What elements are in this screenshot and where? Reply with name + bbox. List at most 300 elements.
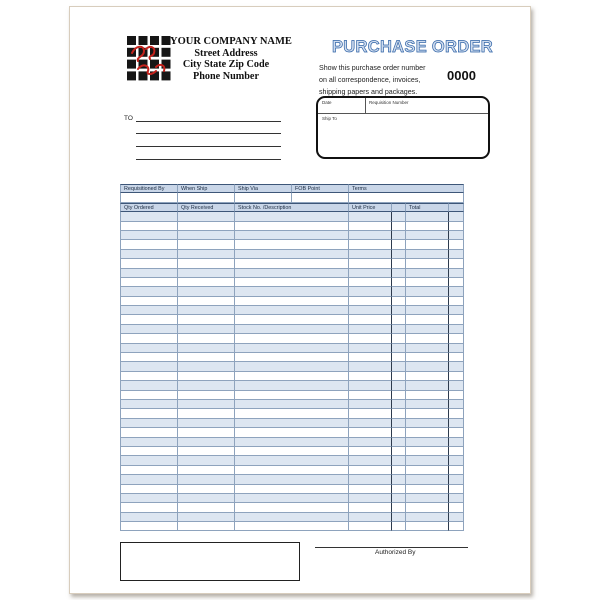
unit-price-cents-cell[interactable] xyxy=(392,503,406,512)
total-cell[interactable] xyxy=(406,522,449,531)
unit-price-cents-cell[interactable] xyxy=(392,259,406,268)
qty-ordered-cell[interactable] xyxy=(120,391,178,400)
to-address-line[interactable] xyxy=(136,121,281,122)
description-cell[interactable] xyxy=(235,297,349,306)
qty-received-cell[interactable] xyxy=(178,419,235,428)
to-address-line[interactable] xyxy=(136,159,281,160)
unit-price-cell[interactable] xyxy=(349,456,392,465)
table-row xyxy=(120,522,464,531)
header-qty-ordered: Qty Ordered xyxy=(120,203,178,212)
description-cell[interactable] xyxy=(235,334,349,343)
terms-cell[interactable] xyxy=(349,193,464,202)
unit-price-cell[interactable] xyxy=(349,494,392,503)
qty-ordered-cell[interactable] xyxy=(120,409,178,418)
qty-received-cell[interactable] xyxy=(178,240,235,249)
total-cell[interactable] xyxy=(406,315,449,324)
description-cell[interactable] xyxy=(235,306,349,315)
qty-ordered-cell[interactable] xyxy=(120,475,178,484)
fob-point-cell[interactable] xyxy=(292,193,349,202)
unit-price-cell[interactable] xyxy=(349,372,392,381)
total-cell[interactable] xyxy=(406,222,449,231)
qty-received-cell[interactable] xyxy=(178,381,235,390)
po-instructions-line: on all correspondence, invoices, xyxy=(319,76,421,84)
unit-price-cents-cell[interactable] xyxy=(392,353,406,362)
total-cell[interactable] xyxy=(406,250,449,259)
unit-price-cell[interactable] xyxy=(349,353,392,362)
unit-price-cell[interactable] xyxy=(349,344,392,353)
unit-price-cents-cell[interactable] xyxy=(392,428,406,437)
table-row xyxy=(120,475,464,484)
qty-ordered-cell[interactable] xyxy=(120,381,178,390)
unit-price-cell[interactable] xyxy=(349,362,392,371)
qty-ordered-cell[interactable] xyxy=(120,466,178,475)
description-cell[interactable] xyxy=(235,222,349,231)
total-cell[interactable] xyxy=(406,391,449,400)
qty-ordered-cell[interactable] xyxy=(120,419,178,428)
total-cell[interactable] xyxy=(406,409,449,418)
unit-price-cents-cell[interactable] xyxy=(392,409,406,418)
table-row xyxy=(120,193,464,202)
total-cents-cell[interactable] xyxy=(449,297,464,306)
total-cents-cell[interactable] xyxy=(449,259,464,268)
table-row xyxy=(120,400,464,409)
qty-received-cell[interactable] xyxy=(178,315,235,324)
total-cents-cell[interactable] xyxy=(449,287,464,296)
description-cell[interactable] xyxy=(235,231,349,240)
table-row xyxy=(120,278,464,287)
unit-price-cents-cell[interactable] xyxy=(392,325,406,334)
total-cell[interactable] xyxy=(406,334,449,343)
unit-price-cell[interactable] xyxy=(349,231,392,240)
qty-received-cell[interactable] xyxy=(178,297,235,306)
unit-price-cents-cell[interactable] xyxy=(392,466,406,475)
unit-price-cell[interactable] xyxy=(349,419,392,428)
total-cell[interactable] xyxy=(406,372,449,381)
total-cell[interactable] xyxy=(406,466,449,475)
description-cell[interactable] xyxy=(235,391,349,400)
description-cell[interactable] xyxy=(235,513,349,522)
description-cell[interactable] xyxy=(235,428,349,437)
description-cell[interactable] xyxy=(235,287,349,296)
qty-ordered-cell[interactable] xyxy=(120,428,178,437)
qty-received-cell[interactable] xyxy=(178,503,235,512)
header-terms: Terms xyxy=(349,184,464,193)
qty-ordered-cell[interactable] xyxy=(120,503,178,512)
table-row xyxy=(120,513,464,522)
table-row xyxy=(120,353,464,362)
description-cell[interactable] xyxy=(235,362,349,371)
description-cell[interactable] xyxy=(235,494,349,503)
qty-received-cell[interactable] xyxy=(178,250,235,259)
to-label: TO xyxy=(124,115,133,122)
unit-price-cents-cell[interactable] xyxy=(392,297,406,306)
unit-price-cell[interactable] xyxy=(349,334,392,343)
qty-ordered-cell[interactable] xyxy=(120,522,178,531)
total-cents-cell[interactable] xyxy=(449,419,464,428)
unit-price-cell[interactable] xyxy=(349,269,392,278)
description-cell[interactable] xyxy=(235,447,349,456)
ship-box-divider xyxy=(365,98,366,113)
qty-ordered-cell[interactable] xyxy=(120,269,178,278)
header-unit-price: Unit Price xyxy=(349,203,392,212)
total-cents-cell[interactable] xyxy=(449,438,464,447)
total-cell[interactable] xyxy=(406,231,449,240)
total-cents-cell[interactable] xyxy=(449,222,464,231)
unit-price-cell[interactable] xyxy=(349,381,392,390)
qty-received-cell[interactable] xyxy=(178,212,235,221)
unit-price-cell[interactable] xyxy=(349,475,392,484)
qty-ordered-cell[interactable] xyxy=(120,325,178,334)
unit-price-cell[interactable] xyxy=(349,250,392,259)
total-cell[interactable] xyxy=(406,362,449,371)
qty-ordered-cell[interactable] xyxy=(120,222,178,231)
total-cell[interactable] xyxy=(406,447,449,456)
total-cell[interactable] xyxy=(406,428,449,437)
qty-ordered-cell[interactable] xyxy=(120,334,178,343)
total-cents-cell[interactable] xyxy=(449,381,464,390)
qty-ordered-cell[interactable] xyxy=(120,456,178,465)
unit-price-cents-cell[interactable] xyxy=(392,485,406,494)
total-cell[interactable] xyxy=(406,212,449,221)
total-cents-cell[interactable] xyxy=(449,240,464,249)
unit-price-cell[interactable] xyxy=(349,306,392,315)
unit-price-cents-cell[interactable] xyxy=(392,306,406,315)
total-cents-cell[interactable] xyxy=(449,212,464,221)
qty-ordered-cell[interactable] xyxy=(120,372,178,381)
qty-received-cell[interactable] xyxy=(178,353,235,362)
description-cell[interactable] xyxy=(235,259,349,268)
qty-received-cell[interactable] xyxy=(178,400,235,409)
table-row xyxy=(120,287,464,296)
total-cell[interactable] xyxy=(406,259,449,268)
unit-price-cell[interactable] xyxy=(349,438,392,447)
line-items xyxy=(120,212,464,531)
company-city-state-zip: City State Zip Code xyxy=(182,59,270,70)
unit-price-cell[interactable] xyxy=(349,428,392,437)
qty-ordered-cell[interactable] xyxy=(120,287,178,296)
unit-price-cents-cell[interactable] xyxy=(392,391,406,400)
qty-received-cell[interactable] xyxy=(178,259,235,268)
qty-received-cell[interactable] xyxy=(178,231,235,240)
to-address-line[interactable] xyxy=(136,133,281,134)
unit-price-cell[interactable] xyxy=(349,297,392,306)
qty-received-cell[interactable] xyxy=(178,485,235,494)
purchase-order-page xyxy=(69,6,531,594)
company-street: Street Address xyxy=(194,47,258,59)
header-unit-price-cents xyxy=(392,203,406,212)
requisitioned-by-cell[interactable] xyxy=(120,193,178,202)
total-cents-cell[interactable] xyxy=(449,409,464,418)
unit-price-cents-cell[interactable] xyxy=(392,250,406,259)
total-cell[interactable] xyxy=(406,269,449,278)
unit-price-cents-cell[interactable] xyxy=(392,438,406,447)
header-fob-point: FOB Point xyxy=(292,184,349,193)
total-cents-cell[interactable] xyxy=(449,306,464,315)
unit-price-cell[interactable] xyxy=(349,513,392,522)
unit-price-cell[interactable] xyxy=(349,278,392,287)
qty-received-cell[interactable] xyxy=(178,428,235,437)
unit-price-cell[interactable] xyxy=(349,466,392,475)
qty-ordered-cell[interactable] xyxy=(120,259,178,268)
table-row xyxy=(120,494,464,503)
total-cell[interactable] xyxy=(406,456,449,465)
unit-price-cents-cell[interactable] xyxy=(392,475,406,484)
qty-received-cell[interactable] xyxy=(178,278,235,287)
qty-received-cell[interactable] xyxy=(178,287,235,296)
unit-price-cents-cell[interactable] xyxy=(392,362,406,371)
logo-square xyxy=(127,36,136,45)
table-row xyxy=(120,419,464,428)
description-cell[interactable] xyxy=(235,419,349,428)
qty-ordered-cell[interactable] xyxy=(120,400,178,409)
table-row xyxy=(120,503,464,512)
header-qty-received: Qty Received xyxy=(178,203,235,212)
total-cents-cell[interactable] xyxy=(449,391,464,400)
qty-ordered-cell[interactable] xyxy=(120,447,178,456)
description-cell[interactable] xyxy=(235,278,349,287)
total-cents-cell[interactable] xyxy=(449,428,464,437)
qty-ordered-cell[interactable] xyxy=(120,485,178,494)
logo-square xyxy=(150,36,159,45)
unit-price-cell[interactable] xyxy=(349,522,392,531)
total-cents-cell[interactable] xyxy=(449,485,464,494)
qty-ordered-cell[interactable] xyxy=(120,513,178,522)
unit-price-cell[interactable] xyxy=(349,447,392,456)
total-cell[interactable] xyxy=(406,278,449,287)
qty-received-cell[interactable] xyxy=(178,409,235,418)
total-cell[interactable] xyxy=(406,419,449,428)
total-cell[interactable] xyxy=(406,400,449,409)
total-cents-cell[interactable] xyxy=(449,344,464,353)
total-cents-cell[interactable] xyxy=(449,456,464,465)
header-when-ship: When Ship xyxy=(178,184,235,193)
notes-box[interactable] xyxy=(120,542,300,581)
ship-info-box xyxy=(316,96,490,159)
table-row xyxy=(120,297,464,306)
unit-price-cents-cell[interactable] xyxy=(392,231,406,240)
unit-price-cents-cell[interactable] xyxy=(392,315,406,324)
qty-received-cell[interactable] xyxy=(178,325,235,334)
unit-price-cents-cell[interactable] xyxy=(392,222,406,231)
total-cell[interactable] xyxy=(406,353,449,362)
qty-received-cell[interactable] xyxy=(178,372,235,381)
unit-price-cents-cell[interactable] xyxy=(392,344,406,353)
unit-price-cell[interactable] xyxy=(349,409,392,418)
unit-price-cell[interactable] xyxy=(349,222,392,231)
table-row xyxy=(120,231,464,240)
qty-received-cell[interactable] xyxy=(178,362,235,371)
total-cents-cell[interactable] xyxy=(449,522,464,531)
qty-received-cell[interactable] xyxy=(178,269,235,278)
po-instructions-line: shipping papers and packages. xyxy=(319,88,418,96)
unit-price-cents-cell[interactable] xyxy=(392,269,406,278)
total-cents-cell[interactable] xyxy=(449,250,464,259)
qty-ordered-cell[interactable] xyxy=(120,297,178,306)
total-cents-cell[interactable] xyxy=(449,353,464,362)
qty-ordered-cell[interactable] xyxy=(120,438,178,447)
description-cell[interactable] xyxy=(235,400,349,409)
unit-price-cents-cell[interactable] xyxy=(392,287,406,296)
description-cell[interactable] xyxy=(235,344,349,353)
description-cell[interactable] xyxy=(235,381,349,390)
qty-received-cell[interactable] xyxy=(178,306,235,315)
qty-ordered-cell[interactable] xyxy=(120,353,178,362)
description-cell[interactable] xyxy=(235,522,349,531)
total-cents-cell[interactable] xyxy=(449,400,464,409)
total-cell[interactable] xyxy=(406,503,449,512)
description-cell[interactable] xyxy=(235,212,349,221)
unit-price-cell[interactable] xyxy=(349,391,392,400)
description-cell[interactable] xyxy=(235,466,349,475)
total-cell[interactable] xyxy=(406,513,449,522)
logo-square xyxy=(127,71,136,80)
total-cents-cell[interactable] xyxy=(449,494,464,503)
qty-received-cell[interactable] xyxy=(178,456,235,465)
unit-price-cell[interactable] xyxy=(349,400,392,409)
authorized-by-label: Authorized By xyxy=(375,549,416,556)
unit-price-cell[interactable] xyxy=(349,259,392,268)
header-requisitioned-by: Requisitioned By xyxy=(120,184,178,193)
description-cell[interactable] xyxy=(235,503,349,512)
qty-ordered-cell[interactable] xyxy=(120,494,178,503)
unit-price-cell[interactable] xyxy=(349,287,392,296)
total-cents-cell[interactable] xyxy=(449,231,464,240)
table-header-row xyxy=(120,203,464,212)
total-cents-cell[interactable] xyxy=(449,325,464,334)
table-row xyxy=(120,344,464,353)
unit-price-cents-cell[interactable] xyxy=(392,381,406,390)
total-cents-cell[interactable] xyxy=(449,503,464,512)
qty-received-cell[interactable] xyxy=(178,494,235,503)
total-cents-cell[interactable] xyxy=(449,475,464,484)
qty-received-cell[interactable] xyxy=(178,344,235,353)
total-cell[interactable] xyxy=(406,438,449,447)
total-cell[interactable] xyxy=(406,297,449,306)
total-cents-cell[interactable] xyxy=(449,362,464,371)
company-name: YOUR COMPANY NAME xyxy=(170,36,292,47)
po-number[interactable]: 0000 xyxy=(447,68,476,83)
ship-via-cell[interactable] xyxy=(235,193,292,202)
qty-received-cell[interactable] xyxy=(178,475,235,484)
qty-ordered-cell[interactable] xyxy=(120,315,178,324)
document-title: PURCHASE ORDER xyxy=(332,38,493,56)
total-cents-cell[interactable] xyxy=(449,269,464,278)
total-cents-cell[interactable] xyxy=(449,466,464,475)
total-cell[interactable] xyxy=(406,306,449,315)
total-cents-cell[interactable] xyxy=(449,315,464,324)
unit-price-cents-cell[interactable] xyxy=(392,240,406,249)
authorized-signature-line[interactable] xyxy=(315,547,468,548)
qty-received-cell[interactable] xyxy=(178,334,235,343)
total-cell[interactable] xyxy=(406,494,449,503)
qty-received-cell[interactable] xyxy=(178,447,235,456)
table-row xyxy=(120,391,464,400)
description-cell[interactable] xyxy=(235,438,349,447)
description-cell[interactable] xyxy=(235,409,349,418)
unit-price-cents-cell[interactable] xyxy=(392,456,406,465)
qty-received-cell[interactable] xyxy=(178,222,235,231)
unit-price-cell[interactable] xyxy=(349,503,392,512)
total-cell[interactable] xyxy=(406,475,449,484)
header-ship-via: Ship Via xyxy=(235,184,292,193)
unit-price-cents-cell[interactable] xyxy=(392,212,406,221)
unit-price-cents-cell[interactable] xyxy=(392,372,406,381)
total-cell[interactable] xyxy=(406,287,449,296)
total-cell[interactable] xyxy=(406,381,449,390)
total-cents-cell[interactable] xyxy=(449,278,464,287)
total-cents-cell[interactable] xyxy=(449,334,464,343)
description-cell[interactable] xyxy=(235,269,349,278)
unit-price-cents-cell[interactable] xyxy=(392,334,406,343)
qty-ordered-cell[interactable] xyxy=(120,278,178,287)
total-cell[interactable] xyxy=(406,240,449,249)
po-instructions-line: Show this purchase order number xyxy=(319,64,426,72)
logo-square xyxy=(139,71,148,80)
unit-price-cents-cell[interactable] xyxy=(392,419,406,428)
unit-price-cell[interactable] xyxy=(349,485,392,494)
total-cell[interactable] xyxy=(406,344,449,353)
table-row xyxy=(120,334,464,343)
unit-price-cents-cell[interactable] xyxy=(392,278,406,287)
qty-ordered-cell[interactable] xyxy=(120,306,178,315)
unit-price-cell[interactable] xyxy=(349,325,392,334)
ship-to-label: Ship To xyxy=(322,116,337,121)
qty-ordered-cell[interactable] xyxy=(120,240,178,249)
qty-ordered-cell[interactable] xyxy=(120,250,178,259)
qty-ordered-cell[interactable] xyxy=(120,231,178,240)
description-cell[interactable] xyxy=(235,456,349,465)
total-cents-cell[interactable] xyxy=(449,372,464,381)
table-row xyxy=(120,409,464,418)
table-row xyxy=(120,428,464,437)
ship-box-divider xyxy=(318,113,488,114)
qty-ordered-cell[interactable] xyxy=(120,212,178,221)
total-cents-cell[interactable] xyxy=(449,513,464,522)
qty-received-cell[interactable] xyxy=(178,391,235,400)
qty-received-cell[interactable] xyxy=(178,466,235,475)
unit-price-cents-cell[interactable] xyxy=(392,400,406,409)
qty-ordered-cell[interactable] xyxy=(120,344,178,353)
unit-price-cell[interactable] xyxy=(349,240,392,249)
to-address-line[interactable] xyxy=(136,146,281,147)
total-cents-cell[interactable] xyxy=(449,447,464,456)
description-cell[interactable] xyxy=(235,372,349,381)
description-cell[interactable] xyxy=(235,325,349,334)
total-cell[interactable] xyxy=(406,485,449,494)
description-cell[interactable] xyxy=(235,353,349,362)
unit-price-cents-cell[interactable] xyxy=(392,513,406,522)
description-cell[interactable] xyxy=(235,485,349,494)
unit-price-cents-cell[interactable] xyxy=(392,522,406,531)
logo-square xyxy=(127,60,136,69)
description-cell[interactable] xyxy=(235,475,349,484)
qty-received-cell[interactable] xyxy=(178,513,235,522)
when-ship-cell[interactable] xyxy=(178,193,235,202)
unit-price-cell[interactable] xyxy=(349,212,392,221)
unit-price-cell[interactable] xyxy=(349,315,392,324)
qty-received-cell[interactable] xyxy=(178,438,235,447)
unit-price-cents-cell[interactable] xyxy=(392,447,406,456)
total-cell[interactable] xyxy=(406,325,449,334)
unit-price-cents-cell[interactable] xyxy=(392,494,406,503)
description-cell[interactable] xyxy=(235,250,349,259)
qty-ordered-cell[interactable] xyxy=(120,362,178,371)
qty-received-cell[interactable] xyxy=(178,522,235,531)
description-cell[interactable] xyxy=(235,315,349,324)
table-row xyxy=(120,362,464,371)
description-cell[interactable] xyxy=(235,240,349,249)
table-row xyxy=(120,306,464,315)
